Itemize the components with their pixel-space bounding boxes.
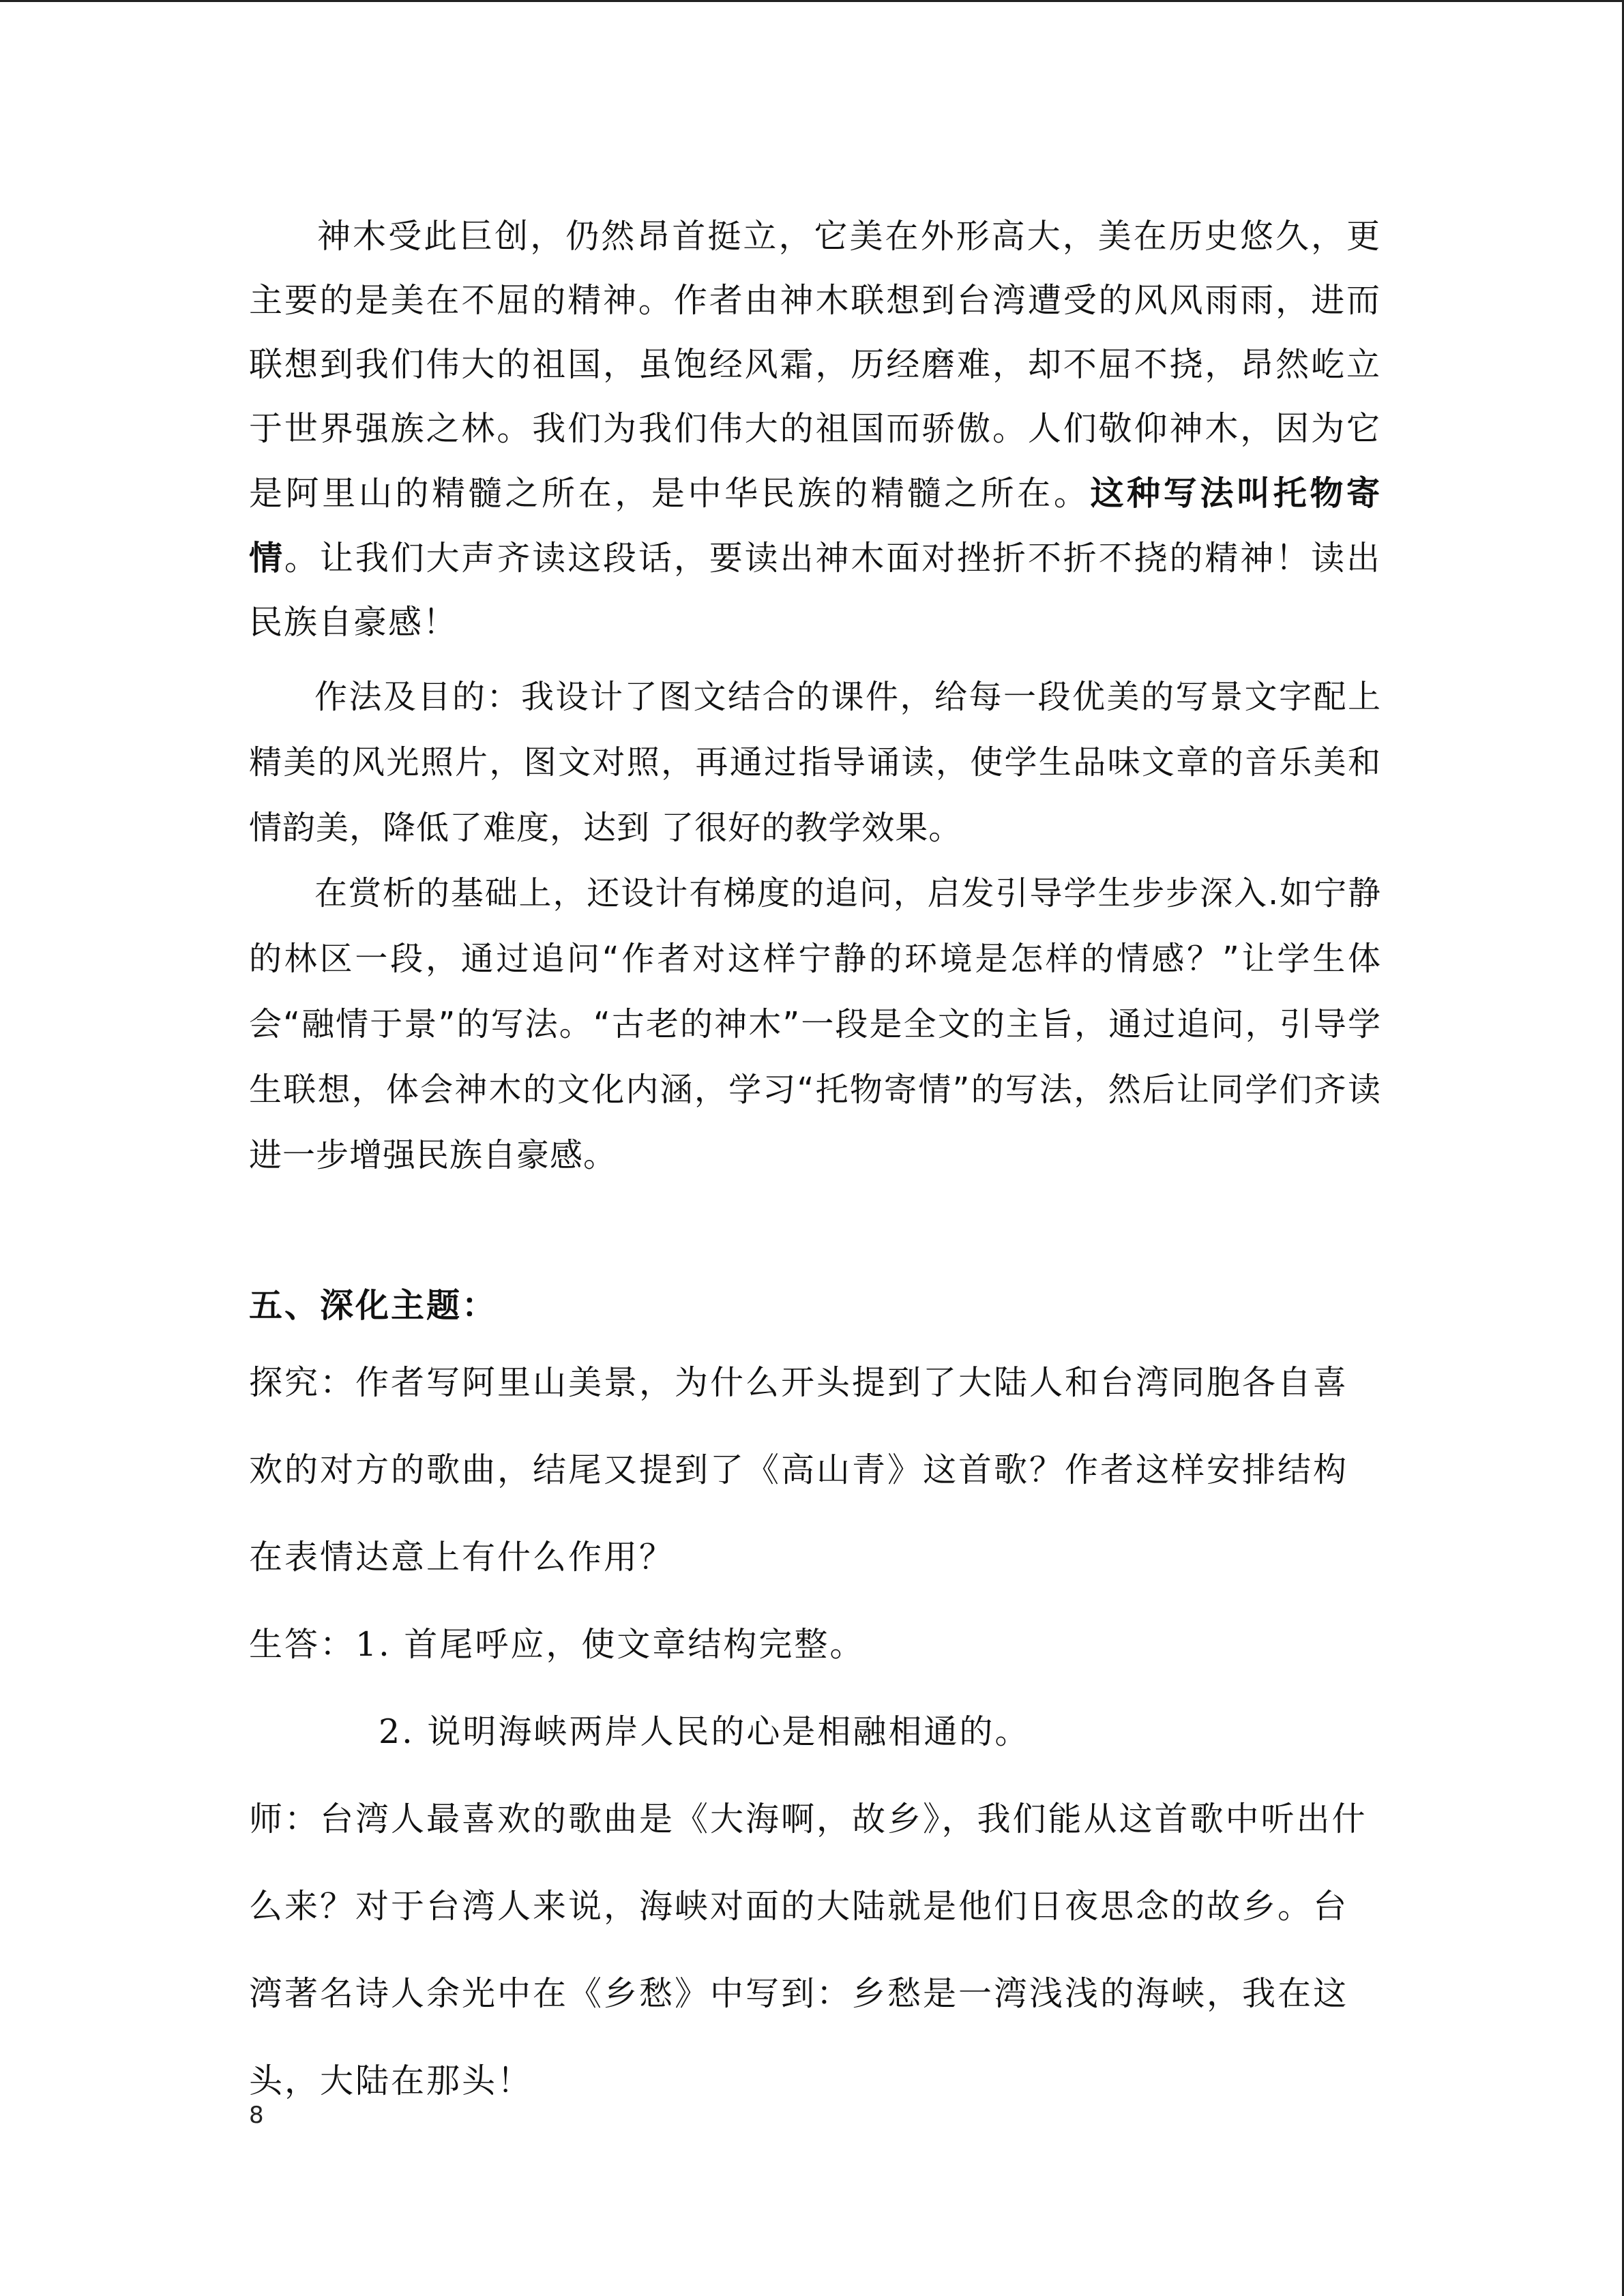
teacher-remark: 师：台湾人最喜欢的歌曲是《大海啊，故乡》，我们能从这首歌中听出什么来？对于台湾人来说，海峡对面的大陆就是他们日夜思念的故乡。台湾著名诗人余光中在《乡愁》中写到：乡愁是一湾浅浅的海峡，我在这头，大陆在那头！ — [249, 1800, 1368, 2100]
teaching-notes — [249, 664, 1381, 1188]
paragraph-analysis: 在赏析的基础上，还设计有梯度的追问，启发引导学生步步深入.如宁静的林区一段，通过追问“作者对这样宁静的环境是怎样的情感？”让学生体会“融情于景”的写法。“古老的神木”一段是全文的主旨，通过追问，引导学生联想，体会神木的文化内涵，学习“托物寄情”的写法，然后让同学们齐读进一步增强民族自豪感。 — [249, 874, 1381, 1174]
page-border-top — [0, 0, 1624, 2]
section-heading: 五、深化主题： — [249, 1285, 498, 1325]
student-answer-1: 生答：1. 首尾呼应，使文章结构完整。 — [249, 1625, 866, 1664]
discussion-section — [249, 1339, 1381, 2125]
bold-phrase-tuowu-jiqing: 这种写法叫托物寄情 — [249, 473, 1381, 578]
student-answer-2: 2. 说明海峡两岸人民的心是相融相通的。 — [379, 1712, 1031, 1751]
paragraph-shenmu-tail: 。让我们大声齐读这段话，要读出神木面对挫折不折不挠的精神！读出民族自豪感！ — [249, 539, 1381, 642]
paragraph-shenmu-section — [249, 205, 1381, 655]
paragraph-shenmu-text: 神木受此巨创，仍然昂首挺立，它美在外形高大，美在历史悠久，更主要的是美在不屈的精神。作者由神木联想到台湾遭受的风风雨雨，进而联想到我们伟大的祖国，虽饱经风霜，历经磨难，却不屈不挠，昂然屹立于世界强族之林。我们为我们伟大的祖国而骄傲。人们敬仰神木，因为它是阿里山的精髓之所在，是中华民族的精髓之所在。 — [249, 217, 1381, 513]
inquiry-question: 探究：作者写阿里山美景，为什么开头提到了大陆人和台湾同胞各自喜欢的对方的歌曲，结尾又提到了《高山青》这首歌？作者这样安排结构在表情达意上有什么作用？ — [249, 1363, 1349, 1577]
page-number: 8 — [249, 2102, 264, 2129]
paragraph-method: 作法及目的：我设计了图文结合的课件，给每一段优美的写景文字配上精美的风光照片，图文对照，再通过指导诵读，使学生品味文章的音乐美和情韵美，降低了难度，达到 了很好的教学效果。 — [249, 678, 1381, 847]
paragraph-shenmu — [249, 205, 1381, 655]
document-page — [249, 205, 1381, 2125]
